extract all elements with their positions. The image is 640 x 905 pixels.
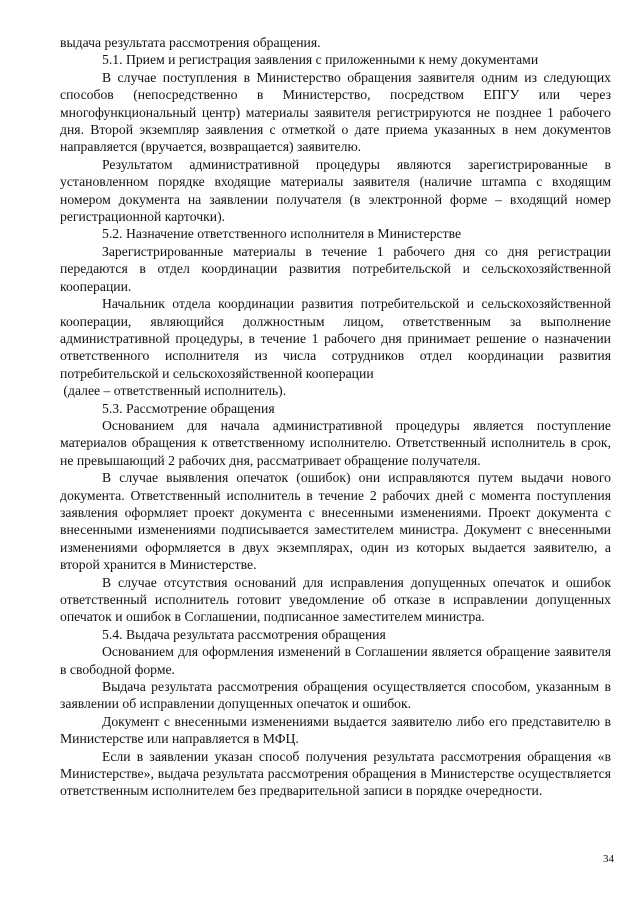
paragraph-continuation: выдача результата рассмотрения обращения. [60,35,321,50]
paragraph-continuation: (далее – ответственный исполнитель). [60,383,287,399]
section-heading-5-2: 5.2. Назначение ответственного исполнителя в Министерстве [102,226,462,242]
paragraph: Выдача результата рассмотрения обращения осуществляется способом, указанным в заявлении об исправлении допущенных опечаток и ошибок. [60,679,611,712]
paragraph: Документ с внесенными изменениями выдается заявителю либо его представителю в Министерстве или направляется в МФЦ. [60,713,611,747]
paragraph: Результатом административной процедуры являются зарегистрированные в установленном порядке входящие материалы заявителя (наличие штампа с входящим номером документа на заявлении получателя (в электронной форме – входящий номер регистрационной карточки). [60,156,611,225]
section-heading-5-1: 5.1. Прием и регистрация заявления с приложенными к нему документами [102,52,539,68]
section-heading-5-4: 5.4. Выдача результата рассмотрения обращения [102,626,386,642]
page-number: 34 [603,853,614,865]
paragraph: В случае выявления опечаток (ошибок) они исправляются путем выдачи нового документа. Ответственный исполнитель в течение 2 рабочих дней с момента поступления заявления оформляет проект документа с внесенными изменениями. Проект документа с внесенными изменениями подписывается заместителем министра. Документ с внесенными изменениями оформляется в двух экземплярах, один из которых выдается заявителю, а второй хранится в Министерстве. [60,470,611,573]
paragraph: Начальник отдела координации развития потребительской и сельскохозяйственной кооперации, являющийся должностным лицом, ответственным за выполнение административной процедуры, в течение 1 рабочего дня принимает решение о назначении ответственного исполнителя из числа сотрудников отдел координации развития потребительской и сельскохозяйственной кооперации [60,296,611,381]
document-body [60,34,611,800]
paragraph: Основанием для начала административной процедуры является поступление материалов обращения к ответственному исполнителю. Ответственный исполнитель в срок, не превышающий 2 рабочих дня, рассматривает обращение получателя. [60,417,611,468]
section-heading-5-3: 5.3. Рассмотрение обращения [102,400,275,416]
paragraph: В случае отсутствия оснований для исправления допущенных опечаток и ошибок ответственный исполнитель готовит уведомление об отказе в исправлении допущенных опечаток и ошибок в Соглашении, подписанное заместителем министра. [60,574,611,625]
paragraph: В случае поступления в Министерство обращения заявителя одним из следующих способов (непосредственно в Министерство, посредством ЕПГУ или через многофункциональный центр) материалы заявителя регистрируются не позднее 1 рабочего дня. Второй экземпляр заявления с отметкой о дате приема указанных в нем документов направляется (вручается, возвращается) заявителю. [60,69,611,155]
paragraph: Основанием для оформления изменений в Соглашении является обращение заявителя в свободной форме. [60,644,611,677]
paragraph: Если в заявлении указан способ получения результата рассмотрения обращения «в Министерстве», выдача результата рассмотрения обращения в Министерстве осуществляется ответственным исполнителем без предварительной записи в порядке очередности. [60,748,611,799]
paragraph: Зарегистрированные материалы в течение 1 рабочего дня со дня регистрации передаются в отдел координации развития потребительской и сельскохозяйственной кооперации. [60,243,611,294]
